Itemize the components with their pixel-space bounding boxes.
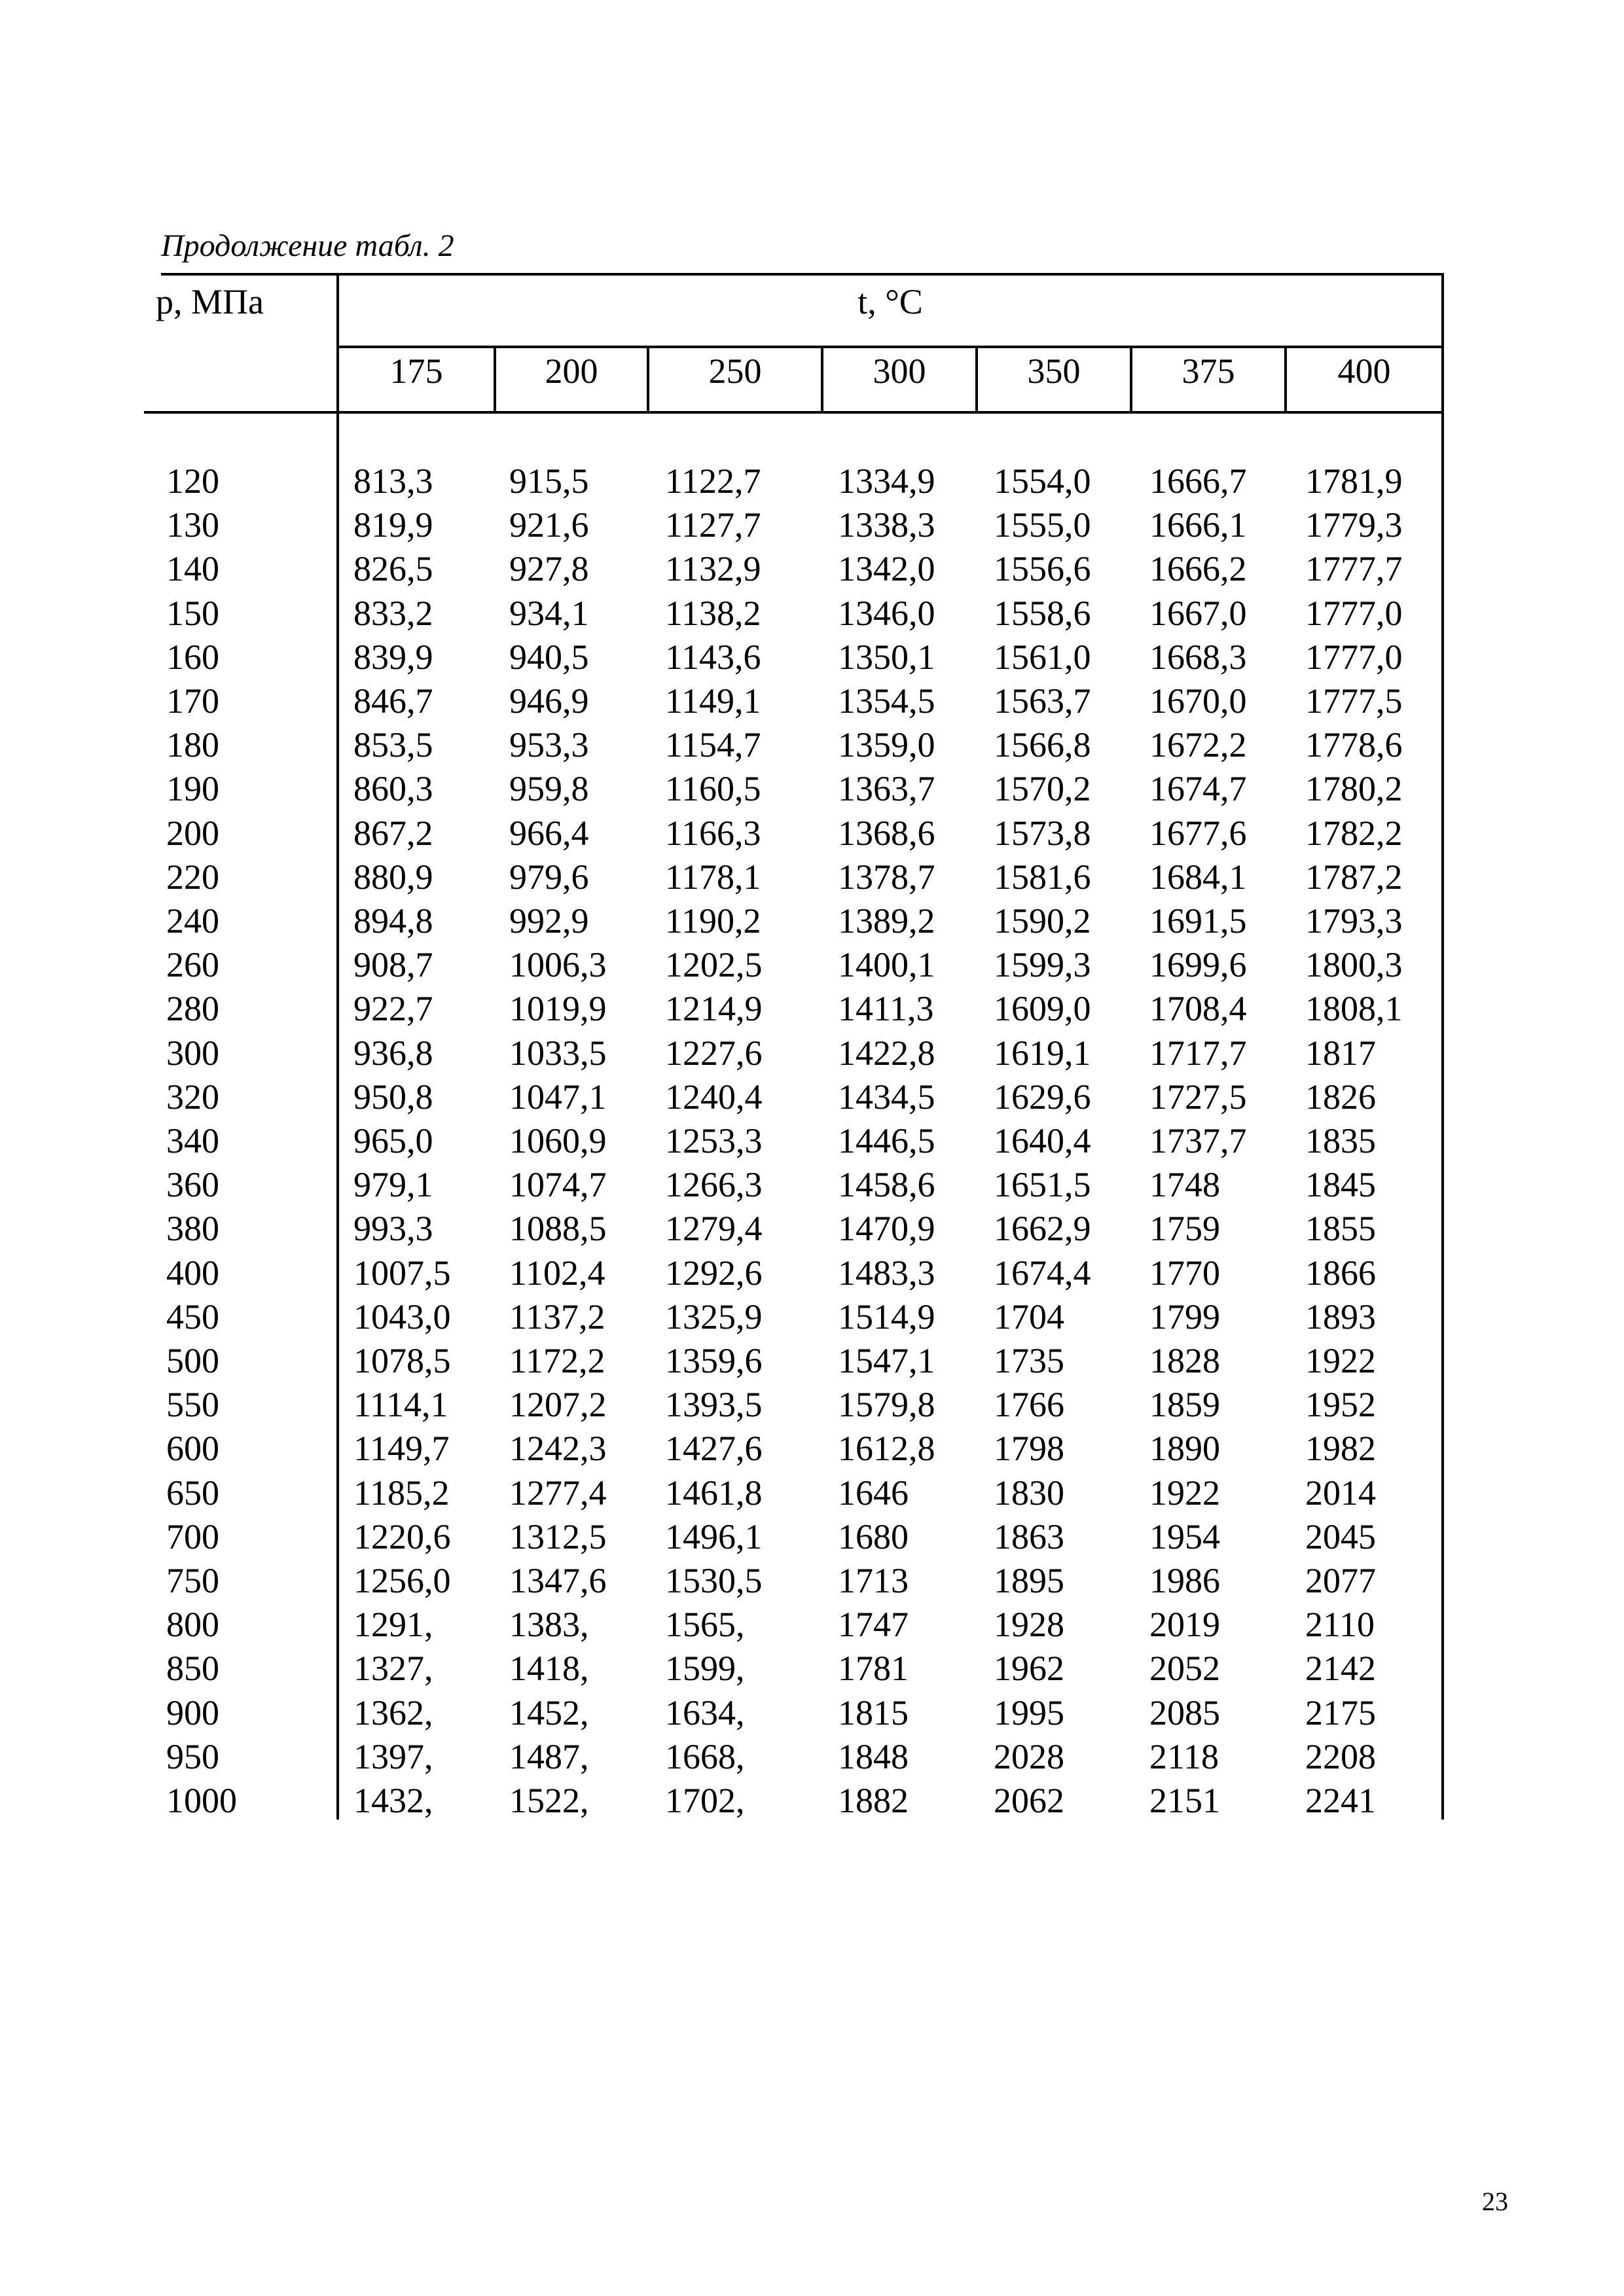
t200-cell: 1172,2 (509, 1341, 605, 1380)
t250-cell: 1565, (665, 1605, 745, 1645)
t175-cell: 1114,1 (353, 1385, 448, 1425)
t200-cell: 979,6 (509, 857, 589, 897)
t200-cell: 1060,9 (509, 1121, 607, 1160)
t200-cell: 1452, (509, 1693, 589, 1732)
t250-cell: 1227,6 (665, 1033, 763, 1073)
pressure-cell: 160 (166, 637, 219, 677)
t300-cell: 1646 (838, 1473, 909, 1513)
t350-cell: 1554,0 (994, 461, 1091, 501)
pressure-cell: 180 (166, 725, 219, 765)
t250-cell: 1702, (665, 1781, 745, 1820)
t375-cell: 1748 (1149, 1165, 1220, 1205)
t400-cell: 1826 (1305, 1077, 1376, 1117)
t400-cell: 1982 (1305, 1429, 1376, 1469)
t400-cell: 2014 (1305, 1473, 1376, 1513)
t375-cell: 1708,4 (1149, 989, 1247, 1029)
t250-cell: 1240,4 (665, 1077, 763, 1117)
t350-cell: 2028 (994, 1736, 1064, 1776)
t400-cell: 1893 (1305, 1297, 1376, 1336)
t175-cell: 993,3 (353, 1209, 433, 1249)
t175-cell: 936,8 (353, 1033, 433, 1073)
t175-cell: 1007,5 (353, 1253, 451, 1293)
t250-cell: 1143,6 (665, 637, 761, 677)
t250-cell: 1166,3 (665, 813, 761, 853)
t300-cell: 1848 (838, 1736, 909, 1776)
t375-cell: 1666,2 (1149, 549, 1247, 589)
t300-cell: 1547,1 (838, 1341, 935, 1380)
t300-cell: 1781 (838, 1649, 909, 1689)
t200-cell: 940,5 (509, 637, 589, 677)
t350-cell: 1599,3 (994, 945, 1091, 985)
t250-cell: 1461,8 (665, 1473, 763, 1513)
t175-cell: 880,9 (353, 857, 433, 897)
t350-cell: 1556,6 (994, 549, 1091, 589)
t350-cell: 1928 (994, 1605, 1064, 1645)
t400-cell: 1777,7 (1305, 549, 1403, 589)
t200-cell: 921,6 (509, 505, 589, 545)
temp-header: 200 (545, 351, 598, 391)
t250-cell: 1178,1 (665, 857, 761, 897)
t400-cell: 2142 (1305, 1649, 1376, 1689)
t200-cell: 1522, (509, 1781, 589, 1820)
t350-cell: 1651,5 (994, 1165, 1091, 1205)
t350-cell: 1830 (994, 1473, 1064, 1513)
t175-cell: 846,7 (353, 681, 433, 721)
t200-cell: 1487, (509, 1736, 589, 1776)
t400-cell: 1780,2 (1305, 769, 1403, 809)
t400-cell: 1952 (1305, 1385, 1376, 1425)
t-column-header: t, °C (857, 282, 923, 321)
temp-header: 375 (1182, 351, 1235, 391)
t375-cell: 1672,2 (1149, 725, 1247, 765)
t250-cell: 1279,4 (665, 1209, 763, 1249)
t250-cell: 1266,3 (665, 1165, 763, 1205)
pressure-cell: 300 (166, 1033, 219, 1073)
t300-cell: 1354,5 (838, 681, 935, 721)
t375-cell: 1666,7 (1149, 461, 1247, 501)
t400-cell: 1922 (1305, 1341, 1376, 1380)
t400-cell: 2241 (1305, 1781, 1376, 1820)
t200-cell: 927,8 (509, 549, 589, 589)
t200-cell: 953,3 (509, 725, 589, 765)
t350-cell: 1863 (994, 1516, 1064, 1556)
t175-cell: 950,8 (353, 1077, 433, 1117)
t175-cell: 1291, (353, 1605, 433, 1645)
t350-cell: 1895 (994, 1561, 1064, 1600)
pressure-cell: 340 (166, 1121, 219, 1160)
t350-cell: 1704 (994, 1297, 1064, 1336)
pressure-cell: 950 (166, 1736, 219, 1776)
t375-cell: 1759 (1149, 1209, 1220, 1249)
t200-cell: 1383, (509, 1605, 589, 1645)
pressure-cell: 220 (166, 857, 219, 897)
t350-cell: 1798 (994, 1429, 1064, 1469)
t375-cell: 1666,1 (1149, 505, 1247, 545)
t250-cell: 1530,5 (665, 1561, 763, 1600)
t350-cell: 1581,6 (994, 857, 1091, 897)
t300-cell: 1400,1 (838, 945, 935, 985)
t250-cell: 1214,9 (665, 989, 763, 1029)
temp-header: 250 (708, 351, 762, 391)
pressure-cell: 400 (166, 1253, 219, 1293)
t175-cell: 1327, (353, 1649, 433, 1689)
t375-cell: 1677,6 (1149, 813, 1247, 853)
t400-cell: 1777,0 (1305, 637, 1403, 677)
t300-cell: 1483,3 (838, 1253, 935, 1293)
t200-cell: 1102,4 (509, 1253, 605, 1293)
t250-cell: 1599, (665, 1649, 745, 1689)
t175-cell: 1149,7 (353, 1429, 450, 1469)
table-caption: Продолжение табл. 2 (161, 228, 454, 263)
t350-cell: 1629,6 (994, 1077, 1091, 1117)
t400-cell: 1855 (1305, 1209, 1376, 1249)
t350-cell: 1766 (994, 1385, 1064, 1425)
t300-cell: 1389,2 (838, 901, 935, 941)
t200-cell: 1312,5 (509, 1516, 607, 1556)
t375-cell: 1799 (1149, 1297, 1220, 1336)
t250-cell: 1127,7 (665, 505, 761, 545)
t175-cell: 813,3 (353, 461, 433, 501)
t300-cell: 1579,8 (838, 1385, 935, 1425)
t375-cell: 1667,0 (1149, 593, 1247, 633)
t300-cell: 1338,3 (838, 505, 935, 545)
t300-cell: 1446,5 (838, 1121, 935, 1160)
t400-cell: 2077 (1305, 1561, 1376, 1600)
t350-cell: 1735 (994, 1341, 1064, 1380)
t350-cell: 1561,0 (994, 637, 1091, 677)
t375-cell: 1674,7 (1149, 769, 1247, 809)
t400-cell: 1866 (1305, 1253, 1376, 1293)
t350-cell: 1563,7 (994, 681, 1091, 721)
t200-cell: 1242,3 (509, 1429, 607, 1469)
t175-cell: 1256,0 (353, 1561, 451, 1600)
t200-cell: 1088,5 (509, 1209, 607, 1249)
t300-cell: 1346,0 (838, 593, 935, 633)
t200-cell: 992,9 (509, 901, 589, 941)
t300-cell: 1368,6 (838, 813, 935, 853)
temp-header: 350 (1027, 351, 1081, 391)
t200-cell: 959,8 (509, 769, 589, 809)
t400-cell: 1782,2 (1305, 813, 1403, 853)
t300-cell: 1359,0 (838, 725, 935, 765)
pressure-cell: 600 (166, 1429, 219, 1469)
t175-cell: 894,8 (353, 901, 433, 941)
p-column-divider (336, 273, 339, 1820)
pressure-cell: 190 (166, 769, 219, 809)
t400-cell: 2175 (1305, 1693, 1376, 1732)
t375-cell: 2085 (1149, 1693, 1220, 1732)
t175-cell: 819,9 (353, 505, 433, 545)
pressure-cell: 700 (166, 1516, 219, 1556)
temp-header: 300 (873, 351, 926, 391)
t350-cell: 1674,4 (994, 1253, 1091, 1293)
table-right-border (1441, 273, 1444, 1820)
t175-cell: 1078,5 (353, 1341, 451, 1380)
t200-cell: 1033,5 (509, 1033, 607, 1073)
t400-cell: 2110 (1305, 1605, 1375, 1645)
t375-cell: 1699,6 (1149, 945, 1247, 985)
t250-cell: 1149,1 (665, 681, 761, 721)
t375-cell: 1859 (1149, 1385, 1220, 1425)
t375-cell: 1670,0 (1149, 681, 1247, 721)
pressure-cell: 450 (166, 1297, 219, 1336)
t250-cell: 1668, (665, 1736, 745, 1776)
t300-cell: 1350,1 (838, 637, 935, 677)
t400-cell: 1835 (1305, 1121, 1376, 1160)
pressure-cell: 380 (166, 1209, 219, 1249)
t375-cell: 1890 (1149, 1429, 1220, 1469)
t300-cell: 1815 (838, 1693, 909, 1732)
pressure-cell: 170 (166, 681, 219, 721)
t400-cell: 1793,3 (1305, 901, 1403, 941)
t200-cell: 915,5 (509, 461, 589, 501)
t175-cell: 922,7 (353, 989, 433, 1029)
t300-cell: 1514,9 (838, 1297, 935, 1336)
t375-cell: 1828 (1149, 1341, 1220, 1380)
t375-cell: 1668,3 (1149, 637, 1247, 677)
t200-cell: 1207,2 (509, 1385, 607, 1425)
t175-cell: 839,9 (353, 637, 433, 677)
t250-cell: 1253,3 (665, 1121, 763, 1160)
t250-cell: 1138,2 (665, 593, 761, 633)
t300-cell: 1334,9 (838, 461, 935, 501)
t375-cell: 1684,1 (1149, 857, 1247, 897)
t300-cell: 1378,7 (838, 857, 935, 897)
t250-cell: 1393,5 (665, 1385, 763, 1425)
pressure-cell: 650 (166, 1473, 219, 1513)
t300-cell: 1458,6 (838, 1165, 935, 1205)
pressure-cell: 750 (166, 1561, 219, 1600)
t375-cell: 1770 (1149, 1253, 1220, 1293)
pressure-cell: 120 (166, 461, 219, 501)
t250-cell: 1427,6 (665, 1429, 763, 1469)
t375-cell: 1737,7 (1149, 1121, 1247, 1160)
t400-cell: 2045 (1305, 1516, 1376, 1556)
t400-cell: 1781,9 (1305, 461, 1403, 501)
t350-cell: 1573,8 (994, 813, 1091, 853)
t250-cell: 1359,6 (665, 1341, 763, 1380)
table-top-rule (161, 273, 1444, 276)
t175-cell: 833,2 (353, 593, 433, 633)
t200-cell: 1277,4 (509, 1473, 607, 1513)
t400-cell: 1800,3 (1305, 945, 1403, 985)
t175-cell: 867,2 (353, 813, 433, 853)
t300-cell: 1411,3 (838, 989, 934, 1029)
t400-cell: 1777,0 (1305, 593, 1403, 633)
t400-cell: 1817 (1305, 1033, 1376, 1073)
t175-cell: 1362, (353, 1693, 433, 1732)
t375-cell: 1954 (1149, 1516, 1220, 1556)
t350-cell: 1662,9 (994, 1209, 1091, 1249)
pressure-cell: 140 (166, 549, 219, 589)
t350-cell: 1555,0 (994, 505, 1091, 545)
temp-header: 400 (1337, 351, 1391, 391)
pressure-cell: 1000 (166, 1781, 237, 1820)
t350-cell: 1609,0 (994, 989, 1091, 1029)
t350-cell: 1995 (994, 1693, 1064, 1732)
t200-cell: 1006,3 (509, 945, 607, 985)
t175-cell: 860,3 (353, 769, 433, 809)
t250-cell: 1160,5 (665, 769, 761, 809)
t300-cell: 1713 (838, 1561, 909, 1600)
t375-cell: 1717,7 (1149, 1033, 1247, 1073)
pressure-cell: 900 (166, 1693, 219, 1732)
t350-cell: 1962 (994, 1649, 1064, 1689)
t375-cell: 2118 (1149, 1736, 1219, 1776)
t400-cell: 1787,2 (1305, 857, 1403, 897)
pressure-cell: 280 (166, 989, 219, 1029)
t300-cell: 1470,9 (838, 1209, 935, 1249)
t200-cell: 1347,6 (509, 1561, 607, 1600)
t400-cell: 1845 (1305, 1165, 1376, 1205)
subheader-rule (336, 346, 1444, 348)
t300-cell: 1434,5 (838, 1077, 935, 1117)
t250-cell: 1634, (665, 1693, 745, 1732)
t300-cell: 1422,8 (838, 1033, 935, 1073)
t300-cell: 1612,8 (838, 1429, 935, 1469)
t300-cell: 1363,7 (838, 769, 935, 809)
t250-cell: 1122,7 (665, 461, 761, 501)
t375-cell: 1986 (1149, 1561, 1220, 1600)
t375-cell: 2151 (1149, 1781, 1220, 1820)
t300-cell: 1747 (838, 1605, 909, 1645)
t200-cell: 1418, (509, 1649, 589, 1689)
t350-cell: 2062 (994, 1781, 1064, 1820)
t200-cell: 934,1 (509, 593, 589, 633)
pressure-cell: 550 (166, 1385, 219, 1425)
t250-cell: 1292,6 (665, 1253, 763, 1293)
t175-cell: 1432, (353, 1781, 433, 1820)
t400-cell: 2208 (1305, 1736, 1376, 1776)
pressure-cell: 200 (166, 813, 219, 853)
t350-cell: 1590,2 (994, 901, 1091, 941)
t350-cell: 1558,6 (994, 593, 1091, 633)
pressure-cell: 260 (166, 945, 219, 985)
pressure-cell: 320 (166, 1077, 219, 1117)
t350-cell: 1570,2 (994, 769, 1091, 809)
t375-cell: 1727,5 (1149, 1077, 1247, 1117)
t375-cell: 2052 (1149, 1649, 1220, 1689)
t200-cell: 946,9 (509, 681, 589, 721)
t200-cell: 1137,2 (509, 1297, 605, 1336)
t175-cell: 1043,0 (353, 1297, 451, 1336)
pressure-cell: 800 (166, 1605, 219, 1645)
page-number: 23 (1482, 2187, 1508, 2216)
p-column-header: p, МПа (156, 282, 264, 321)
t175-cell: 826,5 (353, 549, 433, 589)
t250-cell: 1190,2 (665, 901, 761, 941)
pressure-cell: 240 (166, 901, 219, 941)
t175-cell: 908,7 (353, 945, 433, 985)
t250-cell: 1202,5 (665, 945, 763, 985)
pressure-cell: 150 (166, 593, 219, 633)
t350-cell: 1640,4 (994, 1121, 1091, 1160)
t250-cell: 1154,7 (665, 725, 761, 765)
pressure-cell: 850 (166, 1649, 219, 1689)
t175-cell: 1185,2 (353, 1473, 450, 1513)
pressure-cell: 130 (166, 505, 219, 545)
t250-cell: 1132,9 (665, 549, 761, 589)
t200-cell: 1074,7 (509, 1165, 607, 1205)
t200-cell: 1019,9 (509, 989, 607, 1029)
t400-cell: 1777,5 (1305, 681, 1403, 721)
t300-cell: 1680 (838, 1516, 909, 1556)
t300-cell: 1342,0 (838, 549, 935, 589)
t375-cell: 1922 (1149, 1473, 1220, 1513)
t250-cell: 1325,9 (665, 1297, 763, 1336)
t175-cell: 965,0 (353, 1121, 433, 1160)
t175-cell: 979,1 (353, 1165, 433, 1205)
t200-cell: 966,4 (509, 813, 589, 853)
pressure-cell: 360 (166, 1165, 219, 1205)
t375-cell: 2019 (1149, 1605, 1220, 1645)
t200-cell: 1047,1 (509, 1077, 607, 1117)
t175-cell: 853,5 (353, 725, 433, 765)
pressure-cell: 500 (166, 1341, 219, 1380)
t350-cell: 1566,8 (994, 725, 1091, 765)
t400-cell: 1778,6 (1305, 725, 1403, 765)
t375-cell: 1691,5 (1149, 901, 1247, 941)
t350-cell: 1619,1 (994, 1033, 1091, 1073)
t175-cell: 1397, (353, 1736, 433, 1776)
temp-header: 175 (389, 351, 443, 391)
t400-cell: 1779,3 (1305, 505, 1403, 545)
t250-cell: 1496,1 (665, 1516, 763, 1556)
t300-cell: 1882 (838, 1781, 909, 1820)
t400-cell: 1808,1 (1305, 989, 1403, 1029)
t175-cell: 1220,6 (353, 1516, 451, 1556)
